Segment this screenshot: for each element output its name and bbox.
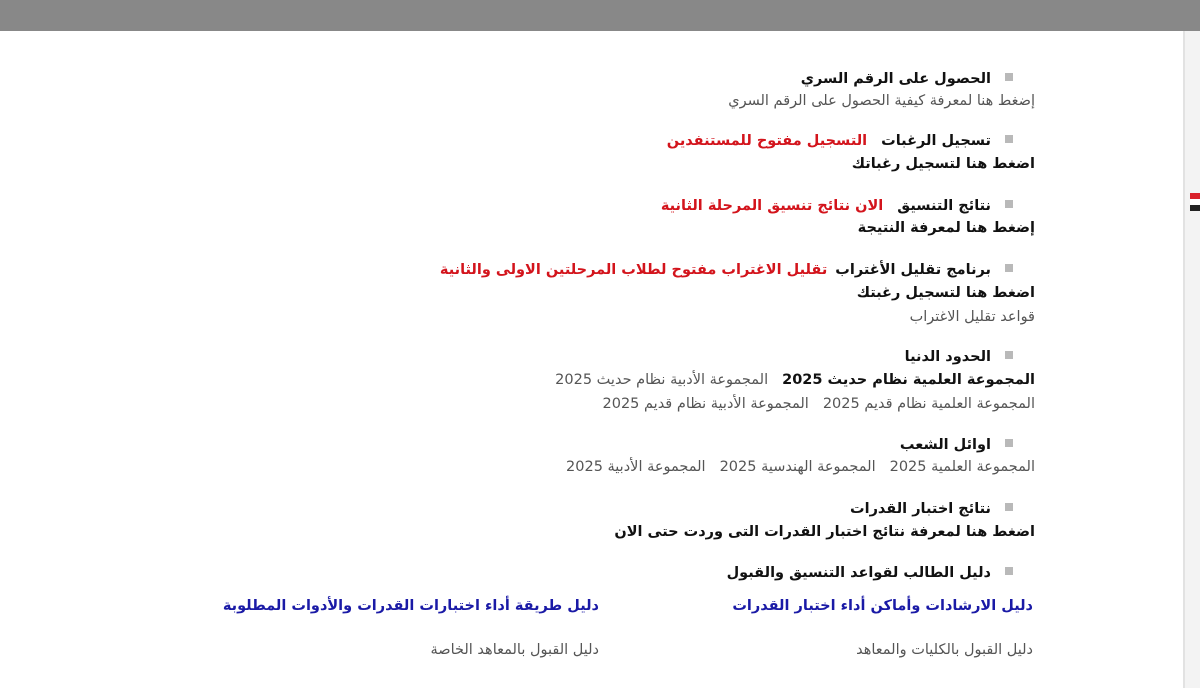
bullet-icon (1005, 351, 1013, 359)
guide-aptitude-method-link[interactable]: دليل طريقة أداء اختبارات القدرات والأدوات المطلوبة (222, 598, 599, 614)
section-secret-number (801, 69, 1013, 89)
top-engineering-link[interactable]: المجموعة الهندسية 2025 (719, 459, 876, 475)
section-aptitude-results (850, 499, 1013, 519)
registration-notice-link[interactable]: التسجيل مفتوح للمستنفدين (666, 133, 868, 149)
alienation-notice-link[interactable]: تقليل الاغتراب مفتوح لطلاب المرحلتين الاولى والثانية (439, 262, 828, 278)
register-alienation-link[interactable]: اضغط هنا لتسجيل رغبتك (856, 285, 1035, 301)
section-coordination-results (661, 196, 1013, 216)
section-minimum-scores (905, 347, 1013, 367)
section-title: نتائج التنسيق (897, 198, 991, 214)
bullet-icon (1005, 135, 1013, 143)
guide-private-institutes-link[interactable]: دليل القبول بالمعاهد الخاصة (430, 642, 599, 658)
bullet-icon (1005, 439, 1013, 447)
section-title: الحدود الدنيا (904, 349, 991, 365)
bullet-icon (1005, 264, 1013, 272)
section-title: نتائج اختبار القدرات (850, 501, 991, 517)
section-title: اوائل الشعب (899, 437, 991, 453)
bullet-icon (1005, 73, 1013, 81)
bullet-icon (1005, 200, 1013, 208)
vertical-scrollbar[interactable] (1183, 31, 1200, 688)
section-title: الحصول على الرقم السري (800, 71, 991, 87)
register-wishes-link[interactable]: اضغط هنا لتسجيل رغباتك (851, 156, 1035, 172)
aptitude-results-link[interactable]: اضغط هنا لمعرفة نتائج اختبار القدرات التى وردت حتى الان (614, 524, 1035, 540)
secret-number-link[interactable]: إضغط هنا لمعرفة كيفية الحصول على الرقم السري (728, 93, 1035, 109)
section-title: برنامج تقليل الأغتراب (835, 262, 991, 278)
section-top-students (900, 435, 1013, 455)
section-reduce-alienation (440, 260, 1013, 280)
view-result-link[interactable]: إضغط هنا لمعرفة النتيجة (857, 220, 1035, 236)
guide-colleges-admission-link[interactable]: دليل القبول بالكليات والمعاهد (856, 642, 1033, 658)
min-scores-science-new-link[interactable]: المجموعة العلمية نظام حديث 2025 (782, 372, 1035, 388)
min-scores-literary-new-link[interactable]: المجموعة الأدبية نظام حديث 2025 (555, 372, 769, 388)
alienation-rules-link[interactable]: قواعد تقليل الاغتراب (909, 309, 1035, 325)
bullet-icon (1005, 503, 1013, 511)
section-student-guide (727, 563, 1013, 583)
browser-top-bar (0, 0, 1200, 31)
section-register-wishes (667, 131, 1013, 151)
coordination-links-panel (0, 31, 1183, 688)
min-scores-literary-old-link[interactable]: المجموعة الأدبية نظام قديم 2025 (602, 396, 809, 412)
egypt-flag-icon (1190, 193, 1200, 211)
min-scores-science-old-link[interactable]: المجموعة العلمية نظام قديم 2025 (822, 396, 1035, 412)
section-title: تسجيل الرغبات (881, 133, 991, 149)
top-literary-link[interactable]: المجموعة الأدبية 2025 (566, 459, 706, 475)
bullet-icon (1005, 567, 1013, 575)
top-science-link[interactable]: المجموعة العلمية 2025 (889, 459, 1035, 475)
guide-aptitude-locations-link[interactable]: دليل الارشادات وأماكن أداء اختبار القدرات (732, 598, 1033, 614)
results-notice-link[interactable]: الان نتائج تنسيق المرحلة الثانية (660, 198, 884, 214)
section-title: دليل الطالب لقواعد التنسيق والقبول (726, 565, 991, 581)
